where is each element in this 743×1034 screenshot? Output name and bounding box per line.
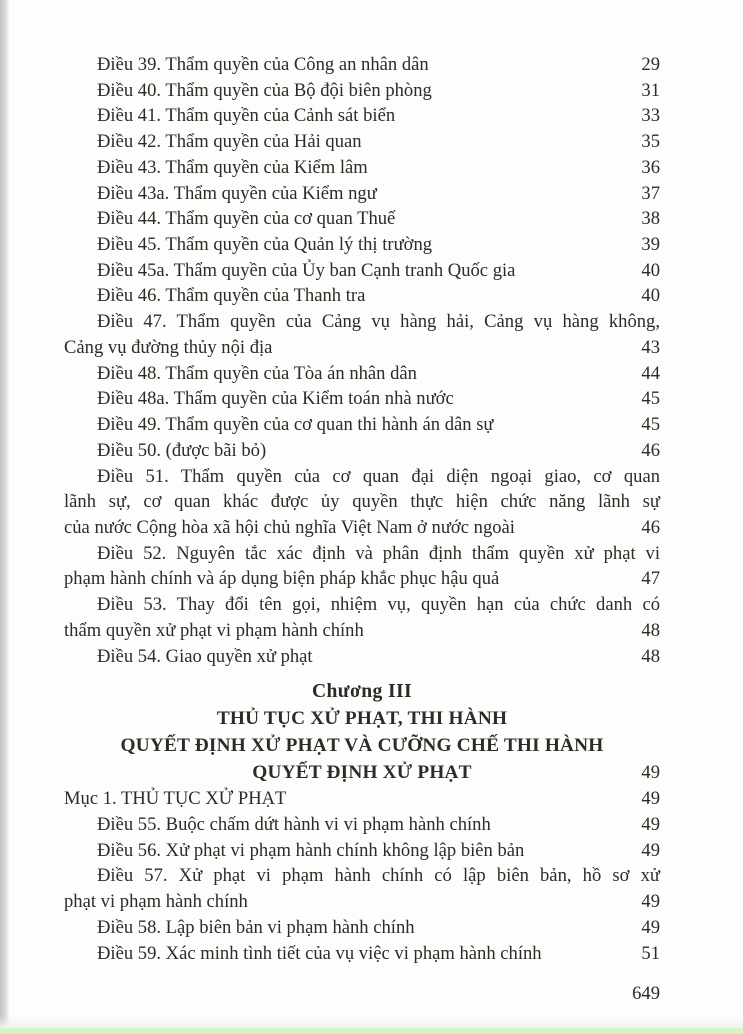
toc-entry-line [64,78,660,104]
toc-entries-part1 [64,52,660,669]
toc-entry [64,941,660,967]
toc-entry-line [64,618,660,644]
toc-entry-text: Điều 39. Thẩm quyền của Công an nhân dân [97,54,429,75]
table-of-contents [64,52,660,966]
toc-entry-page-number: 43 [641,336,660,358]
toc-entry-line [64,52,660,78]
toc-entry-text: Điều 43a. Thẩm quyền của Kiểm ngư [97,182,377,204]
toc-entry [64,283,660,309]
toc-entry [64,155,660,181]
toc-entry-line [64,386,660,412]
toc-entry-line [64,412,660,438]
toc-entry-line [64,515,660,541]
toc-entry-line [64,103,660,129]
chapter-title-text-2: QUYẾT ĐỊNH XỬ PHẠT VÀ CƯỠNG CHẾ THI HÀNH [120,735,604,757]
toc-entry-line [64,863,660,889]
toc-entry-line [64,206,660,232]
toc-entry [64,386,660,412]
toc-entry-line [64,541,660,567]
footer-page-number: 649 [632,983,660,1004]
toc-entry-text: Điều 41. Thẩm quyền của Cảnh sát biển [97,105,396,127]
toc-entry [64,838,660,864]
toc-entry-page-number: 40 [641,259,660,281]
toc-entry-line [64,592,660,618]
toc-entry-text: phạm hành chính và áp dụng biện pháp khắc phục hậu quả [64,568,500,590]
toc-entry-text: Điều 42. Thẩm quyền của Hải quan [97,131,362,153]
toc-entry [64,129,660,155]
toc-entry [64,464,660,541]
toc-entry [64,103,660,129]
toc-entry-text: Điều 53. Thay đổi tên gọi, nhiệm vụ, quyền hạn của chức danh có [97,594,660,616]
toc-entry-text: của nước Cộng hòa xã hội chủ nghĩa Việt Nam ở nước ngoài [64,516,515,538]
toc-entry-page-number: 49 [641,891,660,913]
toc-entry-text: Điều 45a. Thẩm quyền của Ủy ban Cạnh tranh Quốc gia [97,259,516,281]
toc-entry-page-number: 38 [641,208,660,230]
toc-entry [64,258,660,284]
toc-entry [64,181,660,207]
toc-entry-line [64,181,660,207]
toc-entry-text: Điều 56. Xử phạt vi phạm hành chính không lập biên bản [97,839,525,861]
toc-entry-line [64,566,660,592]
toc-entry-page-number: 49 [641,916,660,938]
toc-entry-page-number: 47 [641,568,660,590]
toc-entry [64,438,660,464]
toc-entries-part2 [64,812,660,966]
toc-entry-page-number: 48 [641,619,660,641]
toc-entry [64,232,660,258]
toc-entry-text: Điều 44. Thẩm quyền của cơ quan Thuế [97,208,396,230]
toc-entry-line [64,941,660,967]
toc-entry-line [64,129,660,155]
chapter-page-number: 49 [641,762,660,784]
toc-entry-line [64,258,660,284]
toc-entry-page-number: 44 [641,362,660,384]
page-bottom-fade [0,1016,743,1028]
chapter-label-text: Chương III [311,681,413,703]
toc-entry-text: Điều 50. (được bãi bỏ) [97,439,267,461]
toc-entry-line [64,489,660,515]
toc-entry-line [64,812,660,838]
toc-entry-line [64,309,660,335]
toc-entry-page-number: 46 [641,516,660,538]
toc-entry-text: Điều 52. Nguyên tắc xác định và phân định thẩm quyền xử phạt vi [97,542,660,564]
toc-entry-text: Điều 51. Thẩm quyền của cơ quan đại diện ngoại giao, cơ quan [97,465,660,487]
toc-entry-text: Điều 49. Thẩm quyền của cơ quan thi hành án dân sự [97,414,494,436]
toc-section-page-number: 49 [641,788,660,810]
toc-entry-page-number: 39 [641,234,660,256]
toc-entry-text: Điều 54. Giao quyền xử phạt [97,645,313,667]
toc-entry-text: Điều 40. Thẩm quyền của Bộ đội biên phòng [97,79,432,101]
toc-entry-line [64,915,660,941]
toc-entry-page-number: 35 [641,131,660,153]
toc-entry-page-number: 45 [641,388,660,410]
toc-section-row [64,786,660,812]
toc-entry-line [64,155,660,181]
chapter-title-text-1: THỦ TỤC XỬ PHẠT, THI HÀNH [216,708,508,730]
toc-entry-page-number: 40 [641,285,660,307]
toc-entry-text: Điều 48. Thẩm quyền của Tòa án nhân dân [97,362,417,384]
toc-entry [64,52,660,78]
toc-entry-line [64,464,660,490]
chapter-title-line-2 [64,732,660,759]
toc-entry-line [64,361,660,387]
toc-entry-page-number: 33 [641,105,660,127]
toc-entry-text: Điều 55. Buộc chấm dứt hành vi vi phạm hành chính [97,813,491,835]
toc-entry-line [64,438,660,464]
chapter-title-line-1 [64,705,660,732]
toc-entry [64,206,660,232]
toc-entry-text: lãnh sự, cơ quan khác được ủy quyền thực hiện chức năng lãnh sự [64,491,660,513]
toc-entry-line [64,838,660,864]
toc-entry-text: Điều 45. Thẩm quyền của Quản lý thị trường [97,234,433,256]
toc-entry-text: thẩm quyền xử phạt vi phạm hành chính [64,619,364,641]
chapter-title-text-3: QUYẾT ĐỊNH XỬ PHẠT [252,762,472,784]
toc-entry [64,309,660,360]
toc-entry [64,915,660,941]
toc-entry-page-number: 48 [641,645,660,667]
toc-entry [64,644,660,670]
toc-entry-page-number: 49 [641,839,660,861]
toc-entry [64,78,660,104]
toc-entry-text: Điều 57. Xử phạt vi phạm hành chính có lập biên bản, hồ sơ xử [97,865,660,887]
toc-entry [64,863,660,914]
toc-entry [64,361,660,387]
toc-entry-page-number: 37 [641,182,660,204]
chapter-label [64,678,660,705]
toc-entry-text: phạt vi phạm hành chính [64,891,248,913]
page-left-edge-shadow [0,0,9,1034]
toc-entry-page-number: 31 [641,79,660,101]
toc-section-label: Mục 1. THỦ TỤC XỬ PHẠT [64,788,287,810]
toc-entry-page-number: 29 [641,54,660,75]
toc-entry [64,812,660,838]
toc-entry [64,412,660,438]
toc-entry-text: Điều 46. Thẩm quyền của Thanh tra [97,285,366,307]
toc-entry-page-number: 45 [641,414,660,436]
toc-entry-text: Điều 43. Thẩm quyền của Kiểm lâm [97,156,368,178]
toc-entry-page-number: 46 [641,439,660,461]
toc-entry-line [64,335,660,361]
toc-entry [64,592,660,643]
toc-entry-text: Điều 59. Xác minh tình tiết của vụ việc vi phạm hành chính [97,942,542,964]
page-bottom-edge-strip [0,1028,743,1034]
toc-entry-text: Cảng vụ đường thủy nội địa [64,336,273,358]
toc-entry [64,541,660,592]
toc-entry-line [64,283,660,309]
chapter-heading [64,678,660,786]
toc-entry-text: Điều 47. Thẩm quyền của Cảng vụ hàng hải, Cảng vụ hàng không, [97,311,660,333]
chapter-title-line-3 [64,759,660,786]
toc-entry-text: Điều 58. Lập biên bản vi phạm hành chính [97,916,415,938]
toc-entry-line [64,232,660,258]
toc-entry-line [64,889,660,915]
toc-entry-line [64,644,660,670]
toc-entry-page-number: 49 [641,813,660,835]
toc-entry-text: Điều 48a. Thẩm quyền của Kiểm toán nhà nước [97,388,454,410]
toc-entry-page-number: 51 [641,942,660,964]
toc-entry-page-number: 36 [641,156,660,178]
